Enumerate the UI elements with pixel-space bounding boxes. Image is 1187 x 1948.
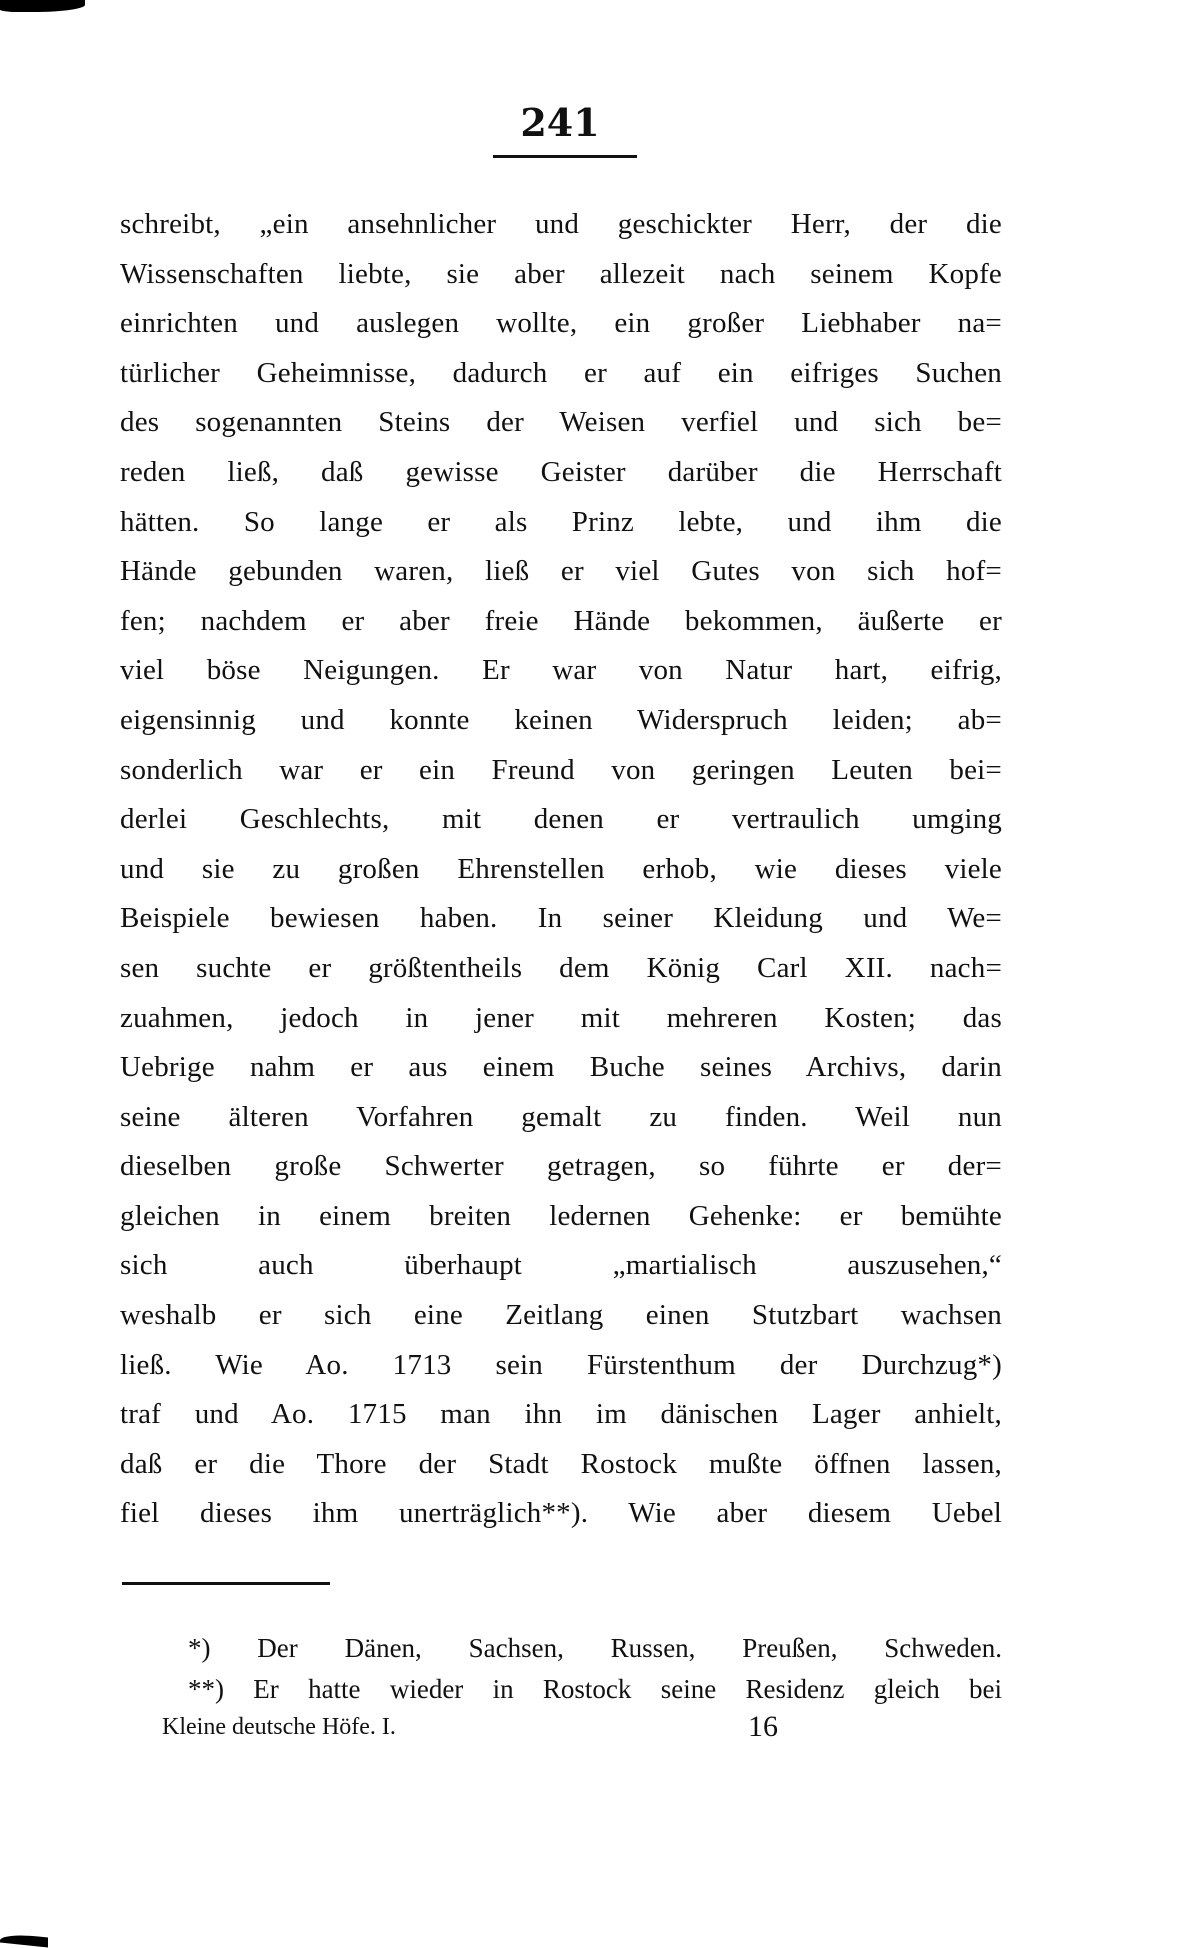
- text-line: traf und Ao. 1715 man ihn im dänischen Lager anhielt,: [120, 1398, 1002, 1431]
- text-line: Hände gebunden waren, ließ er viel Gutes von sich hof=: [120, 555, 1002, 588]
- text-line: fen; nachdem er aber freie Hände bekommen, äußerte er: [120, 604, 1002, 637]
- footnote-rule: [122, 1582, 330, 1585]
- text-line: sonderlich war er ein Freund von geringen Leuten bei=: [120, 753, 1002, 786]
- body-text: [120, 200, 1002, 1539]
- header-rule: [493, 155, 637, 158]
- signature-mark: 16: [748, 1710, 778, 1743]
- text-line: des sogenannten Steins der Weisen verfiel und sich be=: [120, 406, 1002, 439]
- scan-artifact-bottom: [0, 1932, 48, 1947]
- text-line: dieselben große Schwerter getragen, so führte er der=: [120, 1150, 1002, 1183]
- text-line: eigensinnig und konnte keinen Widerspruch leiden; ab=: [120, 703, 1002, 736]
- text-line: daß er die Thore der Stadt Rostock mußte öffnen lassen,: [120, 1447, 1002, 1480]
- text-line: weshalb er sich eine Zeitlang einen Stutzbart wachsen: [120, 1299, 1002, 1332]
- scan-artifact-top: [0, 0, 85, 12]
- page-number: 241: [520, 100, 600, 145]
- text-line: reden ließ, daß gewisse Geister darüber die Herrschaft: [120, 455, 1002, 488]
- footnote-1: *) Der Dänen, Sachsen, Russen, Preußen, Schweden.: [188, 1633, 1002, 1663]
- text-line: schreibt, „ein ansehnlicher und geschickter Herr, der die: [120, 208, 1002, 240]
- footnotes: [188, 1628, 1002, 1710]
- text-line: türlicher Geheimnisse, dadurch er auf ein eifriges Suchen: [120, 356, 1002, 389]
- text-line: viel böse Neigungen. Er war von Natur hart, eifrig,: [120, 654, 1002, 687]
- text-line: und sie zu großen Ehrenstellen erhob, wie dieses viele: [120, 852, 1002, 885]
- footnote-2: **) Er hatte wieder in Rostock seine Residenz gleich bei: [188, 1674, 1002, 1704]
- footer-book-title: Kleine deutsche Höfe. I.: [162, 1714, 396, 1740]
- text-line: ließ. Wie Ao. 1713 sein Fürstenthum der Durchzug*): [120, 1348, 1002, 1381]
- text-line: Uebrige nahm er aus einem Buche seines Archivs, darin: [120, 1051, 1002, 1084]
- text-line: gleichen in einem breiten ledernen Gehenke: er bemühte: [120, 1199, 1002, 1232]
- page-footer: [162, 1710, 1002, 1750]
- text-line: Beispiele bewiesen haben. In seiner Kleidung und We=: [120, 902, 1002, 935]
- text-line: einrichten und auslegen wollte, ein großer Liebhaber na=: [120, 307, 1002, 340]
- text-line: sich auch überhaupt „martialisch auszusehen,“: [120, 1249, 1002, 1282]
- text-line: derlei Geschlechts, mit denen er vertraulich umging: [120, 803, 1002, 836]
- text-line: seine älteren Vorfahren gemalt zu finden. Weil nun: [120, 1100, 1002, 1133]
- text-line: hätten. So lange er als Prinz lebte, und ihm die: [120, 505, 1002, 538]
- text-line: fiel dieses ihm unerträglich**). Wie aber diesem Uebel: [120, 1497, 1002, 1530]
- text-line: zuahmen, jedoch in jener mit mehreren Kosten; das: [120, 1001, 1002, 1034]
- text-line: Wissenschaften liebte, sie aber allezeit nach seinem Kopfe: [120, 257, 1002, 290]
- text-line: sen suchte er größtentheils dem König Carl XII. nach=: [120, 951, 1002, 984]
